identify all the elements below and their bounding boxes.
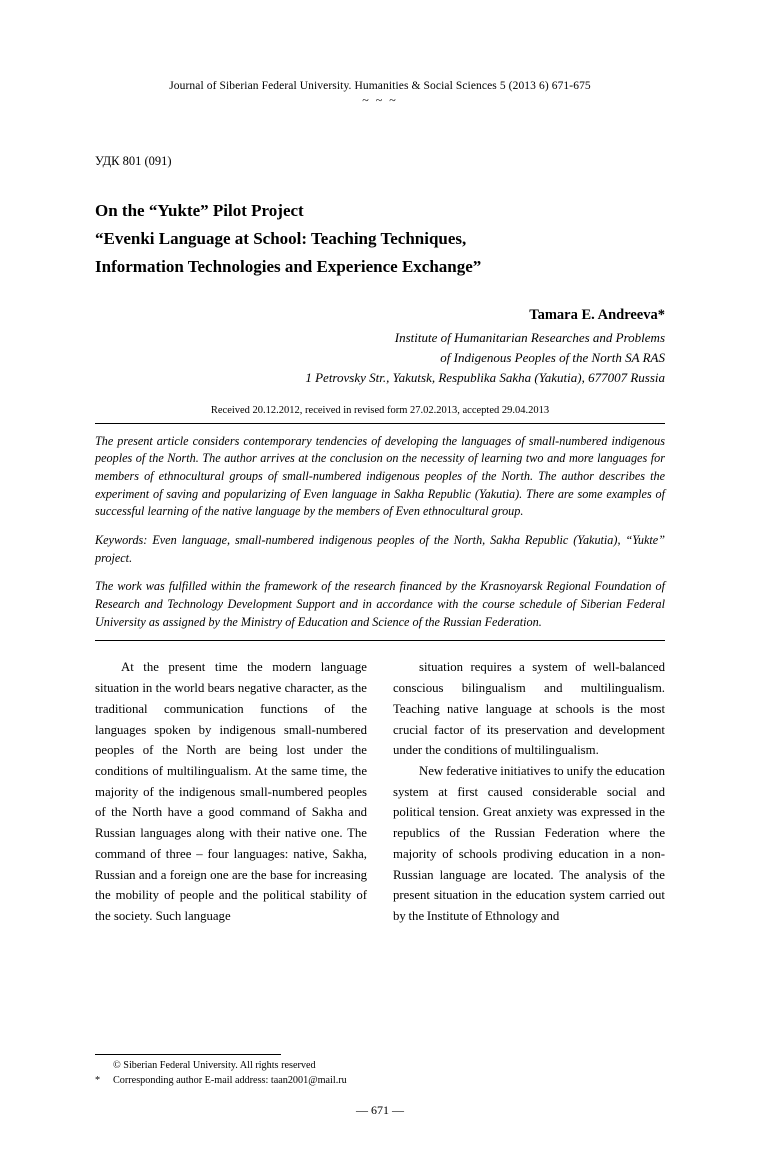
affiliation-line-2: of Indigenous Peoples of the North SA RAS <box>440 350 665 366</box>
received-dates: Received 20.12.2012, received in revised form 27.02.2013, accepted 29.04.2013 <box>210 404 550 416</box>
body-column-right <box>393 657 665 926</box>
body-column-left <box>95 657 367 926</box>
title-line-3: Information Technologies and Experience Exchange” <box>95 257 482 277</box>
funding-note: The work was fulfilled within the framework of the research financed by the Krasnoyarsk Regional Foundation of Research and Technology Development Support and in accordance with the course schedule of Siberian Federal University as assigned by the Ministry of Education and Science of the Russian Federation. <box>95 579 665 629</box>
divider-top <box>95 423 665 424</box>
footnote-copyright: © Siberian Federal University. All rights reserved <box>113 1060 316 1072</box>
article-page <box>0 80 760 1160</box>
footnote-area <box>95 1054 667 1088</box>
abstract-text: The present article considers contemporary tendencies of developing the languages of small-numbered indigenous peoples of the North. The author arrives at the conclusion on the necessity of learning two and more languages for members of ethnocultural groups of small-numbered indigenous peoples of the North. The author describes the experiment of saving and popularizing of Even language in Sakha Republic (Yakutia). There are some examples of successful learning of the native language by the members of Even ethnocultural group. <box>95 433 665 519</box>
paragraph: At the present time the modern language situation in the world bears negative character, as the traditional communication functions of the languages spoken by indigenous small-numbered peoples of the North are being lost under the conditions of multilingualism. At the same time, the majority of the indigenous small-numbered peoples of the North have a good command of Sakha and Russian languages along with their native one. The command of three – four languages: native, Sakha, Russian and a foreign one are the base for increasing the mobility of people and the political stability of the society. Such language <box>95 660 367 924</box>
footnote-star-marker: * <box>95 1074 101 1086</box>
body-columns <box>95 657 665 926</box>
footnote-corresponding <box>95 1074 667 1088</box>
journal-header: Journal of Siberian Federal University. Humanities & Social Sciences 5 (2013 6) 671-675 <box>169 80 591 92</box>
affiliation-line-1: Institute of Humanitarian Researches and Problems <box>394 330 665 346</box>
paragraph: New federative initiatives to unify the education system at first caused considerable social and political tension. Great anxiety was expressed in the republics of the Russian Federation where the majority of schools prodiving education in a non-Russian language are located. The analysis of the present situation in the education system carried out by the Institute of Ethnology and <box>393 764 665 924</box>
page-title <box>95 197 665 281</box>
article-content <box>95 154 665 927</box>
title-line-2: “Evenki Language at School: Teaching Techniques, <box>95 229 467 249</box>
title-line-1: On the “Yukte” Pilot Project <box>95 201 304 220</box>
author-name: Tamara E. Andreeva* <box>529 307 665 324</box>
keywords-text: Keywords: Even language, small-numbered indigenous peoples of the North, Sakha Republic (Yakutia), “Yukte” project. <box>95 533 665 565</box>
udk-code: УДК 801 (091) <box>95 154 172 168</box>
author-affiliation <box>95 328 665 388</box>
footnote-corresponding-text: Corresponding author E-mail address: taan2001@mail.ru <box>113 1074 347 1086</box>
divider-bottom <box>95 640 665 641</box>
footnote-divider <box>95 1054 281 1055</box>
page-number: — 671 — <box>356 1103 404 1117</box>
affiliation-line-3: 1 Petrovsky Str., Yakutsk, Respublika Sakha (Yakutia), 677007 Russia <box>305 370 665 386</box>
paragraph: situation requires a system of well-balanced conscious bilingualism and multilingualism. Teaching native language at schools is the most crucial factor of its preservation and development under the conditions of multilingualism. <box>393 660 665 758</box>
ornament-tildes: ~ ~ ~ <box>362 93 398 107</box>
